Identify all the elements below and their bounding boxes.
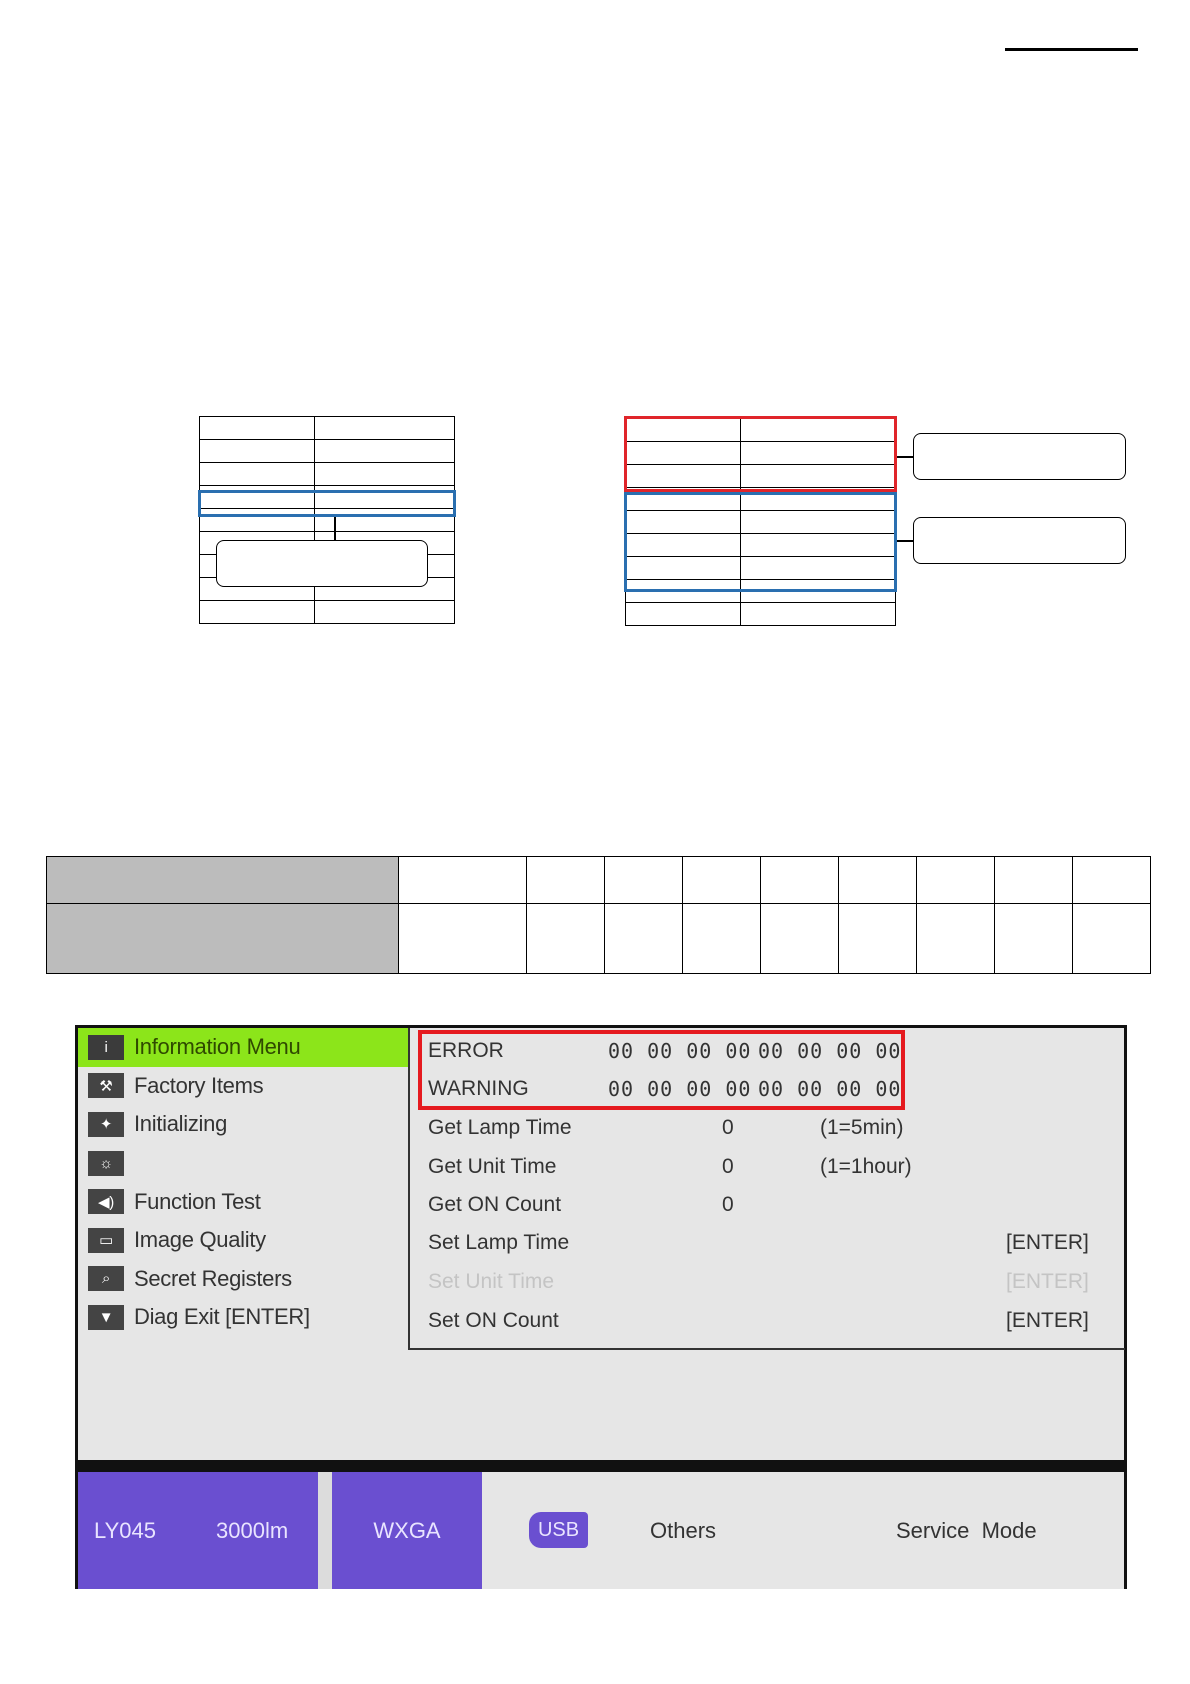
red-callout-connector bbox=[897, 456, 913, 458]
service-mode-screen bbox=[75, 1025, 1127, 1589]
magnifier-icon: ⌕ bbox=[88, 1266, 124, 1291]
menu-item-label: Factory Items bbox=[134, 1072, 264, 1098]
table-row bbox=[200, 417, 455, 440]
menu-item-label: Diag Exit [ENTER] bbox=[134, 1304, 310, 1330]
status-bar bbox=[78, 1472, 1124, 1589]
right-callout-box-top bbox=[913, 433, 1126, 480]
get-unit-time-value: 0 bbox=[722, 1155, 734, 1178]
exit-icon: ▼ bbox=[88, 1305, 124, 1330]
model-name: LY045 bbox=[94, 1518, 156, 1543]
get-on-count-row[interactable] bbox=[428, 1187, 1125, 1223]
set-lamp-time-enter[interactable]: [ENTER] bbox=[1006, 1231, 1089, 1254]
set-lamp-time-label: Set Lamp Time bbox=[428, 1231, 570, 1254]
menu-item-label: Image Quality bbox=[134, 1227, 266, 1253]
table-row bbox=[200, 440, 455, 463]
menu-item-function-test[interactable] bbox=[78, 1182, 408, 1221]
status-separator bbox=[318, 1472, 332, 1589]
warning-label: WARNING bbox=[428, 1077, 529, 1100]
menu-item-image-quality[interactable] bbox=[78, 1221, 408, 1260]
warning-value-2: 00 00 00 00 bbox=[758, 1077, 902, 1101]
error-value-1: 00 00 00 00 bbox=[608, 1039, 752, 1063]
callout-connector bbox=[334, 517, 336, 541]
menu-item-lamp[interactable] bbox=[78, 1144, 408, 1183]
left-table-highlight bbox=[198, 490, 456, 517]
left-diagram-table bbox=[199, 416, 455, 624]
get-unit-time-label: Get Unit Time bbox=[428, 1155, 557, 1178]
menu-item-label: Function Test bbox=[134, 1188, 261, 1214]
resolution-block bbox=[332, 1472, 482, 1589]
get-on-count-label: Get ON Count bbox=[428, 1193, 562, 1216]
error-label: ERROR bbox=[428, 1039, 504, 1062]
right-callout-box-bottom bbox=[913, 517, 1126, 564]
menu-item-factory-items[interactable] bbox=[78, 1067, 408, 1106]
wrench-icon: ⚒ bbox=[88, 1073, 124, 1098]
header-rule bbox=[1005, 48, 1138, 51]
get-lamp-time-value: 0 bbox=[722, 1116, 734, 1139]
menu-item-secret-registers[interactable] bbox=[78, 1260, 408, 1299]
service-mode-label: Service Mode bbox=[896, 1518, 1037, 1543]
warning-value-1: 00 00 00 00 bbox=[608, 1077, 752, 1101]
speaker-icon: ◀) bbox=[88, 1189, 124, 1214]
error-warning-highlight bbox=[418, 1030, 905, 1110]
sparkle-icon: ✦ bbox=[88, 1112, 124, 1137]
set-unit-time-enter: [ENTER] bbox=[1006, 1270, 1089, 1293]
model-block bbox=[78, 1472, 318, 1589]
menu-item-information[interactable] bbox=[78, 1028, 408, 1067]
get-lamp-time-label: Get Lamp Time bbox=[428, 1116, 572, 1139]
menu-item-diag-exit[interactable] bbox=[78, 1298, 408, 1337]
get-unit-time-row[interactable] bbox=[428, 1149, 1125, 1185]
table-row bbox=[47, 904, 1151, 974]
lumens-value: 3000lm bbox=[216, 1518, 289, 1543]
menu-item-label: Secret Registers bbox=[134, 1265, 292, 1291]
sun-icon: ☼ bbox=[88, 1151, 124, 1176]
error-value-2: 00 00 00 00 bbox=[758, 1039, 902, 1063]
left-callout-box bbox=[216, 540, 428, 587]
window-icon: ▭ bbox=[88, 1228, 124, 1253]
info-icon: i bbox=[88, 1035, 124, 1060]
set-on-count-label: Set ON Count bbox=[428, 1309, 559, 1332]
blue-callout-connector bbox=[897, 540, 913, 542]
get-lamp-time-unit: (1=5min) bbox=[820, 1116, 904, 1139]
resolution-value: WXGA bbox=[373, 1517, 441, 1543]
set-unit-time-row bbox=[428, 1264, 1125, 1300]
others-label: Others bbox=[650, 1518, 717, 1543]
set-on-count-row[interactable] bbox=[428, 1303, 1125, 1339]
diag-menu bbox=[78, 1028, 408, 1337]
table-row bbox=[626, 603, 896, 626]
set-on-count-enter[interactable]: [ENTER] bbox=[1006, 1309, 1089, 1332]
set-lamp-time-row[interactable] bbox=[428, 1225, 1125, 1261]
usb-source-badge: USB bbox=[529, 1512, 588, 1548]
menu-item-label: Information Menu bbox=[134, 1034, 301, 1060]
get-unit-time-unit: (1=1hour) bbox=[820, 1155, 912, 1178]
table-row bbox=[47, 857, 1151, 904]
set-unit-time-label: Set Unit Time bbox=[428, 1270, 555, 1293]
table-row bbox=[200, 601, 455, 624]
information-panel bbox=[408, 1028, 1125, 1350]
get-on-count-value: 0 bbox=[722, 1193, 734, 1216]
code-grid-table bbox=[46, 856, 1151, 974]
table-row bbox=[200, 463, 455, 486]
get-lamp-time-row[interactable] bbox=[428, 1110, 1125, 1146]
right-table-blue-highlight bbox=[624, 492, 897, 592]
status-divider bbox=[78, 1460, 1124, 1472]
menu-item-initializing[interactable] bbox=[78, 1105, 408, 1144]
right-table-red-highlight bbox=[624, 416, 897, 492]
menu-item-label: Initializing bbox=[134, 1111, 228, 1137]
